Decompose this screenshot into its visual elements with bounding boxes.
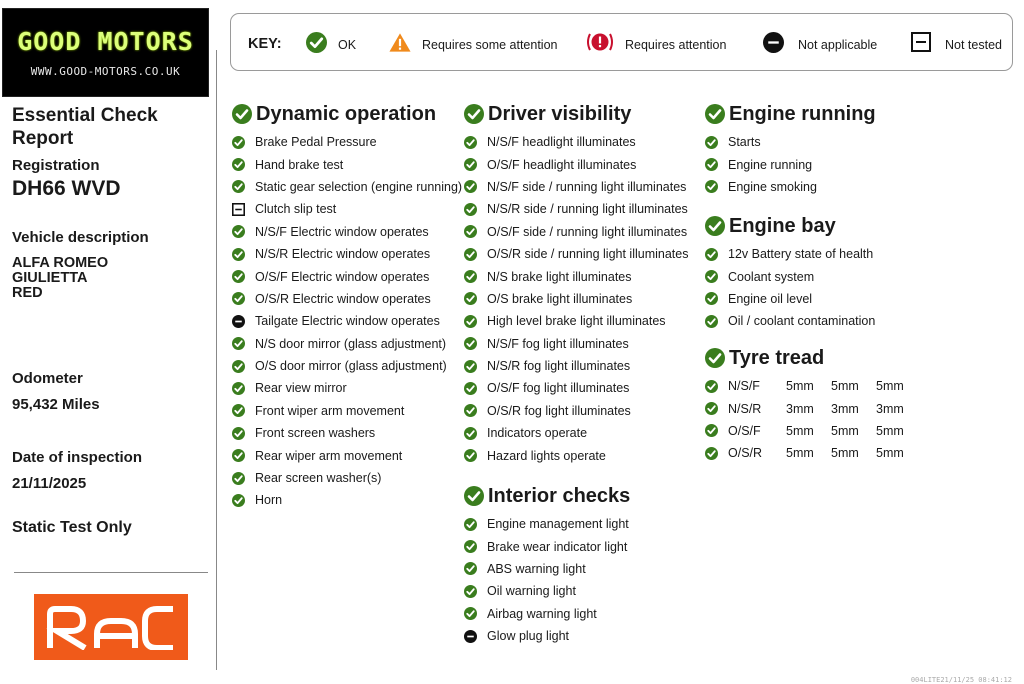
check-item-label: Airbag warning light: [487, 606, 597, 621]
check-circle-icon: [232, 225, 245, 238]
key-ok: [305, 31, 356, 53]
check-item-label: ABS warning light: [487, 561, 586, 576]
check-item: [705, 310, 875, 332]
minus-circle-icon: [464, 630, 477, 643]
check-item: [232, 422, 462, 444]
check-item: [705, 176, 876, 198]
section-dynamic-operation: [232, 102, 462, 512]
section-header: [464, 102, 688, 126]
static-test-note: Static Test Only: [12, 519, 132, 536]
check-item: [464, 444, 688, 466]
check-circle-icon: [464, 292, 477, 305]
check-circle-icon: [232, 104, 252, 124]
check-item: [232, 265, 462, 287]
vehicle-model: GIULIETTA: [12, 270, 88, 286]
tyre-depth-value: 5mm: [786, 423, 814, 438]
vehicle-colour: RED: [12, 285, 43, 301]
status-key: [230, 13, 1013, 71]
check-circle-icon: [705, 292, 718, 305]
section-title: Interior checks: [488, 484, 631, 507]
minus-square-icon: [910, 31, 932, 53]
check-item-label: O/S door mirror (glass adjustment): [255, 359, 447, 374]
check-item: [705, 265, 875, 287]
check-item-label: N/S/R Electric window operates: [255, 247, 431, 262]
check-item-label: Engine smoking: [728, 179, 817, 194]
check-circle-icon: [464, 136, 477, 149]
check-item: [232, 467, 462, 489]
check-item-label: Engine management light: [487, 517, 629, 532]
check-item-label: Oil warning light: [487, 584, 576, 599]
tyre-depth-value: 5mm: [831, 423, 859, 438]
check-item: [464, 243, 688, 265]
check-item-label: O/S/F fog light illuminates: [487, 381, 630, 396]
check-item: [232, 243, 462, 265]
tyre-position: O/S/F: [728, 423, 761, 438]
section-title: Dynamic operation: [256, 102, 437, 125]
tyre-position: N/S/R: [728, 401, 762, 416]
section-interior-checks: [464, 484, 630, 647]
check-circle-icon: [705, 380, 718, 393]
check-circle-icon: [464, 486, 484, 506]
check-item: [464, 176, 688, 198]
check-circle-icon: [705, 104, 725, 124]
check-item: [464, 355, 688, 377]
check-item-label: Clutch slip test: [255, 202, 337, 217]
key-attention: [586, 31, 726, 53]
tyre-position: N/S/F: [728, 379, 760, 394]
tyre-depth-value: 3mm: [831, 401, 859, 416]
check-item-label: O/S/R fog light illuminates: [487, 403, 631, 418]
check-item: [464, 400, 688, 422]
check-circle-icon: [232, 382, 245, 395]
sidebar-divider: [14, 572, 208, 573]
check-circle-icon: [464, 562, 477, 575]
check-item: [232, 221, 462, 243]
check-item-label: O/S/F headlight illuminates: [487, 157, 637, 172]
check-item-label: Hazard lights operate: [487, 448, 606, 463]
check-item-label: Rear screen washer(s): [255, 471, 382, 486]
check-item-label: O/S/F Electric window operates: [255, 269, 430, 284]
check-item-label: N/S brake light illuminates: [487, 269, 632, 284]
check-item: [464, 603, 630, 625]
check-item: [232, 131, 462, 153]
check-item-label: Front wiper arm movement: [255, 403, 405, 418]
rac-logo: [34, 594, 188, 660]
tyre-depth-value: 5mm: [876, 446, 904, 461]
check-item: [232, 153, 462, 175]
check-circle-icon: [305, 31, 327, 53]
check-item-label: Indicators operate: [487, 426, 588, 441]
section-header: [232, 102, 462, 126]
tyre-depth-value: 5mm: [876, 423, 904, 438]
key-label: Not tested: [945, 38, 1002, 52]
check-item: [705, 153, 876, 175]
section-title: Engine bay: [729, 214, 836, 237]
tyre-row: [705, 442, 921, 464]
section-title: Tyre tread: [729, 346, 825, 369]
check-item-label: Static gear selection (engine running): [255, 179, 463, 194]
check-item-label: Starts: [728, 135, 761, 150]
check-circle-icon: [705, 447, 718, 460]
tyre-row: [705, 375, 921, 397]
check-item: [464, 377, 688, 399]
check-item: [705, 243, 875, 265]
tyre-row: [705, 420, 921, 442]
check-item: [464, 221, 688, 243]
check-item-label: 12v Battery state of health: [728, 247, 874, 262]
check-item: [464, 513, 630, 535]
check-item: [464, 265, 688, 287]
key-label: Requires some attention: [422, 38, 558, 52]
key-title: KEY:: [248, 36, 282, 52]
check-item-label: Horn: [255, 493, 283, 508]
check-circle-icon: [705, 136, 718, 149]
check-circle-icon: [464, 585, 477, 598]
tyre-row: [705, 397, 921, 419]
key-not-applicable: [762, 31, 877, 53]
section-engine-running: [705, 102, 876, 198]
section-title: Engine running: [729, 102, 876, 125]
minus-square-icon: [232, 203, 245, 216]
vertical-divider: [216, 50, 217, 670]
check-item-label: N/S/F fog light illuminates: [487, 336, 629, 351]
check-item: [232, 310, 462, 332]
check-item: [464, 422, 688, 444]
check-circle-icon: [232, 449, 245, 462]
minus-circle-icon: [232, 315, 245, 328]
tyre-depth-value: 5mm: [876, 379, 904, 394]
rac-logo-icon: [45, 604, 177, 650]
check-item-label: Rear view mirror: [255, 381, 347, 396]
check-circle-icon: [464, 427, 477, 440]
check-item: [464, 198, 688, 220]
tyre-depth-value: 3mm: [786, 401, 814, 416]
check-circle-icon: [464, 404, 477, 417]
check-circle-icon: [464, 540, 477, 553]
check-circle-icon: [705, 248, 718, 261]
logo-url: WWW.GOOD-MOTORS.CO.UK: [30, 65, 181, 78]
check-circle-icon: [464, 518, 477, 531]
check-item-label: N/S/F headlight illuminates: [487, 135, 636, 150]
check-item: [232, 333, 462, 355]
check-item: [232, 198, 462, 220]
check-circle-icon: [232, 292, 245, 305]
check-item: [464, 288, 688, 310]
check-item-label: High level brake light illuminates: [487, 314, 666, 329]
check-circle-icon: [705, 315, 718, 328]
tyre-depth-value: 5mm: [831, 379, 859, 394]
check-circle-icon: [464, 337, 477, 350]
key-label: OK: [338, 38, 357, 52]
check-circle-icon: [232, 158, 245, 171]
registration-label: Registration: [12, 157, 100, 174]
check-circle-icon: [464, 449, 477, 462]
check-item-label: Brake Pedal Pressure: [255, 135, 377, 150]
check-circle-icon: [232, 136, 245, 149]
attention-icon: [586, 31, 614, 53]
check-circle-icon: [705, 348, 725, 368]
key-some-attention: [389, 31, 558, 53]
vehicle-description-value: [12, 256, 108, 301]
report-title: Essential Check Report: [12, 105, 158, 149]
check-circle-icon: [464, 180, 477, 193]
check-item-label: Front screen washers: [255, 426, 376, 441]
check-circle-icon: [232, 360, 245, 373]
check-item-label: N/S/F Electric window operates: [255, 224, 429, 239]
check-circle-icon: [232, 472, 245, 485]
warning-triangle-icon: [389, 31, 411, 53]
check-circle-icon: [705, 158, 718, 171]
check-item: [464, 580, 630, 602]
check-circle-icon: [705, 402, 718, 415]
registration-value: DH66 WVD: [12, 177, 121, 200]
section-tyre-tread: [705, 346, 921, 465]
check-item-label: Oil / coolant contamination: [728, 314, 876, 329]
check-circle-icon: [464, 158, 477, 171]
check-item: [464, 535, 630, 557]
tyre-depth-value: 5mm: [786, 379, 814, 394]
section-header: [705, 346, 921, 370]
check-circle-icon: [705, 216, 725, 236]
tyre-depth-value: 3mm: [876, 401, 904, 416]
minus-circle-icon: [762, 31, 784, 53]
check-circle-icon: [232, 248, 245, 261]
check-item-label: N/S/R side / running light illuminates: [487, 202, 688, 217]
check-item-label: O/S/F side / running light illuminates: [487, 224, 688, 239]
odometer-label: Odometer: [12, 370, 83, 387]
check-circle-icon: [464, 104, 484, 124]
check-circle-icon: [464, 248, 477, 261]
section-title: Driver visibility: [488, 102, 632, 125]
logo-name: GOOD MOTORS: [17, 27, 194, 56]
check-circle-icon: [232, 270, 245, 283]
check-item-label: N/S door mirror (glass adjustment): [255, 336, 447, 351]
section-header: [464, 484, 630, 508]
check-item: [464, 625, 630, 647]
check-circle-icon: [705, 270, 718, 283]
check-item-label: Engine running: [728, 157, 813, 172]
check-circle-icon: [705, 180, 718, 193]
inspection-date-value: 21/11/2025: [12, 475, 87, 492]
key-label: Requires attention: [625, 38, 727, 52]
check-item: [464, 558, 630, 580]
check-circle-icon: [232, 337, 245, 350]
check-item: [705, 131, 876, 153]
check-circle-icon: [705, 424, 718, 437]
check-item: [464, 333, 688, 355]
vehicle-description-label: Vehicle description: [12, 229, 149, 246]
check-item-label: Glow plug light: [487, 629, 569, 644]
check-circle-icon: [464, 203, 477, 216]
check-item: [232, 444, 462, 466]
odometer-value: 95,432 Miles: [12, 396, 100, 413]
check-circle-icon: [232, 180, 245, 193]
check-item: [464, 310, 688, 332]
check-item: [232, 288, 462, 310]
check-item: [232, 176, 462, 198]
inspection-date-label: Date of inspection: [12, 449, 143, 466]
section-driver-visibility: [464, 102, 688, 467]
check-circle-icon: [232, 494, 245, 507]
check-item-label: Rear wiper arm movement: [255, 448, 403, 463]
vehicle-make: ALFA ROMEO: [12, 255, 109, 271]
check-item-label: Hand brake test: [255, 157, 344, 172]
check-item-label: O/S brake light illuminates: [487, 291, 633, 306]
check-circle-icon: [464, 360, 477, 373]
check-item-label: Engine oil level: [728, 291, 813, 306]
check-item: [232, 377, 462, 399]
section-header: [705, 214, 875, 238]
section-header: [705, 102, 876, 126]
check-item-label: N/S/R fog light illuminates: [487, 359, 631, 374]
tyre-depth-value: 5mm: [831, 446, 859, 461]
check-item-label: O/S/R Electric window operates: [255, 291, 431, 306]
check-circle-icon: [464, 225, 477, 238]
check-item: [705, 288, 875, 310]
check-item: [464, 153, 688, 175]
check-circle-icon: [464, 382, 477, 395]
check-item-label: O/S/R side / running light illuminates: [487, 247, 689, 262]
check-item: [232, 489, 462, 511]
check-item-label: Brake wear indicator light: [487, 539, 628, 554]
check-item: [464, 131, 688, 153]
check-circle-icon: [232, 404, 245, 417]
tyre-depth-value: 5mm: [786, 446, 814, 461]
check-circle-icon: [464, 607, 477, 620]
key-not-tested: [910, 31, 1002, 53]
footer-code: 004LITE21/11/25 08:41:12: [910, 676, 1012, 684]
check-item-label: N/S/F side / running light illuminates: [487, 179, 687, 194]
key-label: Not applicable: [798, 38, 878, 52]
check-circle-icon: [464, 270, 477, 283]
check-item-label: Coolant system: [728, 269, 815, 284]
check-circle-icon: [232, 427, 245, 440]
good-motors-logo: [2, 8, 209, 97]
check-circle-icon: [464, 315, 477, 328]
section-engine-bay: [705, 214, 875, 333]
check-item: [232, 355, 462, 377]
check-item: [232, 400, 462, 422]
check-item-label: Tailgate Electric window operates: [255, 314, 440, 329]
tyre-position: O/S/R: [728, 446, 763, 461]
